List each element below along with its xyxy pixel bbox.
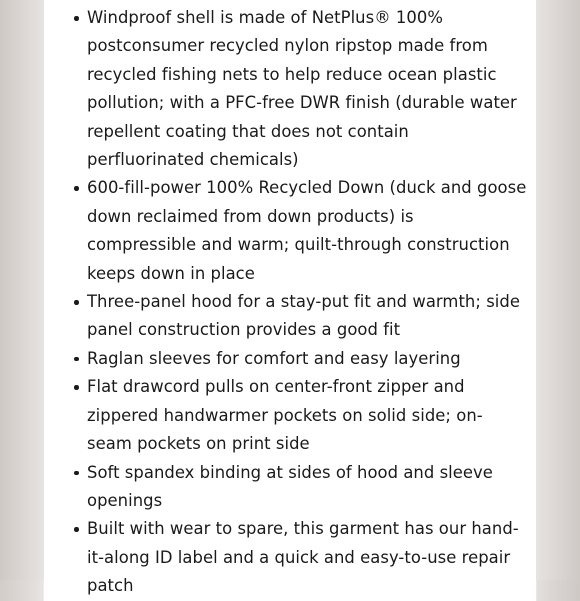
blurred-background-right: [536, 0, 580, 580]
product-features-page: [44, 0, 536, 596]
feature-list: [87, 4, 527, 601]
feature-item-drawcord-pulls: Flat drawcord pulls on center-front zipper and zippered handwarmer pockets on solid side; on-seam pockets on print side: [87, 373, 527, 458]
feature-item-spandex-binding: Soft spandex binding at sides of hood and sleeve openings: [87, 459, 527, 516]
feature-item-raglan-sleeves: Raglan sleeves for comfort and easy layering: [87, 345, 527, 373]
feature-item-recycled-down: 600-fill-power 100% Recycled Down (duck and goose down reclaimed from down products) is compressible and warm; quilt-through construction keeps down in place: [87, 174, 527, 288]
feature-item-windproof-shell: Windproof shell is made of NetPlus® 100% postconsumer recycled nylon ripstop made from recycled fishing nets to help reduce ocean plastic pollution; with a PFC-free DWR finish (durable water repellent coating that does not contain perfluorinated chemicals): [87, 4, 527, 174]
feature-item-three-panel-hood: Three-panel hood for a stay-put fit and warmth; side panel construction provides a good fit: [87, 288, 527, 345]
blurred-background-left: [0, 0, 44, 580]
feature-item-repair-patch: Built with wear to spare, this garment has our hand-it-along ID label and a quick and easy-to-use repair patch: [87, 515, 527, 600]
